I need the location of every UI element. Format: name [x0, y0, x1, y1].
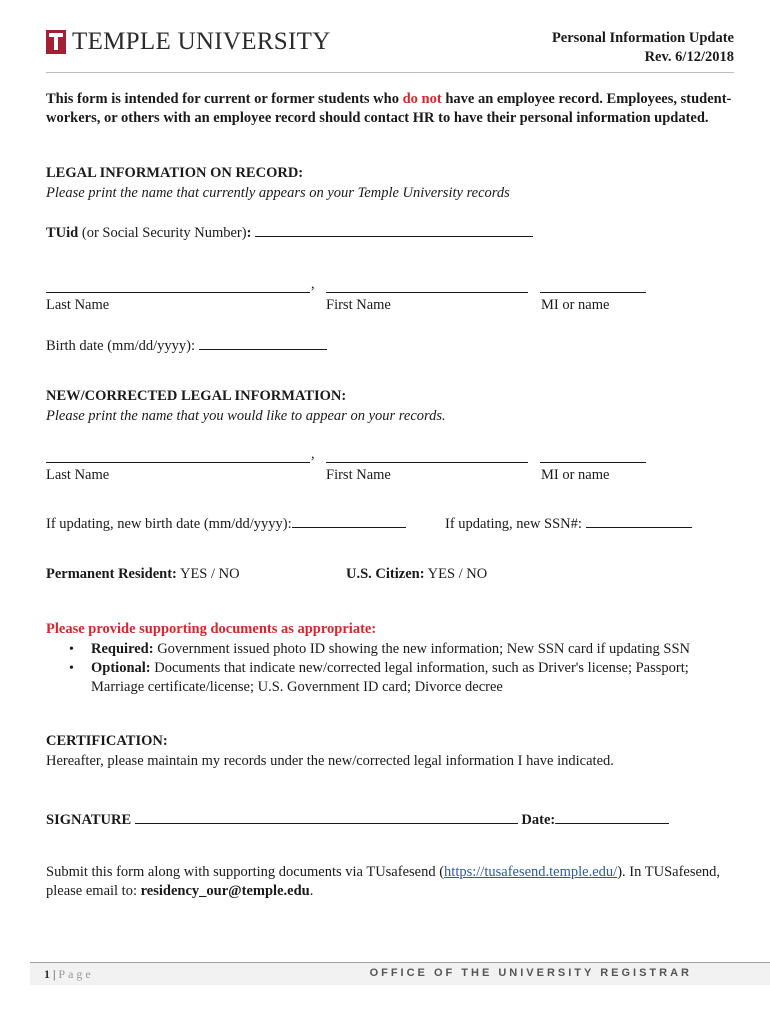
tuid-input-line[interactable] [255, 222, 533, 237]
tuid-label: TUid [46, 225, 79, 241]
birth-date-row [46, 335, 327, 355]
us-citizen-options[interactable]: YES / NO [424, 566, 488, 582]
list-item [69, 659, 729, 697]
new-birth-date-row [46, 513, 406, 533]
temple-logo [46, 28, 331, 56]
new-name-comma: , [311, 446, 315, 462]
first-name-label: First Name [326, 297, 391, 313]
mi-label: MI or name [541, 297, 610, 313]
mi-line[interactable] [540, 278, 646, 293]
intro-text-2: have an employee record. Employees, student-workers, or others with an employee record should contact HR to have their personal information updated. [46, 91, 732, 126]
permanent-resident-row [46, 566, 240, 583]
submit-email: residency_our@temple.edu [140, 883, 310, 899]
optional-text: Documents that indicate new/corrected legal information, such as Driver's license; Passport; Marriage certificate/license; U.S. Government ID card; Divorce decree [91, 660, 689, 695]
temple-t-icon [46, 30, 66, 54]
new-mi-label: MI or name [541, 467, 610, 483]
certification-text: Hereafter, please maintain my records under the new/corrected legal information I have indicated. [46, 753, 614, 769]
office-name: OFFICE OF THE UNIVERSITY REGISTRAR [369, 967, 692, 979]
signature-label: SIGNATURE [46, 812, 135, 828]
required-text: Government issued photo ID showing the new information; New SSN card if updating SSN [153, 641, 691, 657]
submit-text-1: Submit this form along with supporting documents via TUsafesend ( [46, 864, 445, 880]
new-first-name-line[interactable] [326, 448, 528, 463]
birth-date-label: Birth date (mm/dd/yyyy): [46, 338, 199, 354]
legal-on-record-instruction: Please print the name that currently appears on your Temple University records [46, 185, 510, 201]
logo-text: TEMPLE UNIVERSITY [72, 28, 331, 55]
tuid-row [46, 222, 533, 242]
page-number [44, 967, 94, 982]
form-header [552, 29, 734, 67]
tuid-paren: (or Social Security Number) [78, 225, 247, 241]
date-label: Date: [517, 812, 556, 828]
new-ssn-row [445, 513, 692, 533]
section-heading-new-legal: NEW/CORRECTED LEGAL INFORMATION: [46, 388, 347, 404]
birth-date-line[interactable] [199, 335, 327, 350]
new-ssn-line[interactable] [586, 513, 692, 528]
intro-text-1: This form is intended for current or former students who [46, 91, 403, 107]
new-first-name-label: First Name [326, 467, 391, 483]
new-mi-line[interactable] [540, 448, 646, 463]
supporting-docs-heading: Please provide supporting documents as appropriate: [46, 621, 377, 637]
date-line[interactable] [555, 809, 669, 824]
supporting-docs-list-wrap [69, 640, 729, 697]
intro-emphasis: do not [402, 91, 442, 107]
form-revision: Rev. 6/12/2018 [644, 49, 734, 65]
permanent-resident-options[interactable]: YES / NO [176, 566, 240, 582]
certification-heading: CERTIFICATION: [46, 733, 168, 749]
section-heading-legal-on-record: LEGAL INFORMATION ON RECORD: [46, 165, 304, 181]
footer-divider [30, 962, 770, 963]
signature-line[interactable] [135, 809, 518, 824]
supporting-docs-list [69, 640, 729, 697]
last-name-line[interactable] [46, 278, 310, 293]
tuid-colon: : [246, 225, 252, 241]
intro-paragraph [46, 90, 736, 127]
submit-text-2: ). In TUSafesend, please email to: [46, 864, 721, 899]
page-separator: | [50, 967, 59, 981]
new-legal-instruction: Please print the name that you would like to appear on your records. [46, 408, 446, 424]
new-birth-date-line[interactable] [292, 513, 406, 528]
required-label: Required: [91, 641, 154, 657]
form-title: Personal Information Update [551, 30, 734, 46]
submit-instructions [46, 863, 726, 901]
list-item [69, 640, 729, 659]
header-divider [46, 72, 734, 73]
name-comma: , [311, 276, 315, 292]
optional-label: Optional: [91, 660, 151, 676]
tusafesend-link[interactable]: https://tusafesend.temple.edu/ [444, 864, 618, 880]
us-citizen-row [346, 566, 487, 583]
page-number-value: 1 [44, 967, 50, 981]
new-birth-date-label: If updating, new birth date (mm/dd/yyyy): [46, 516, 292, 532]
new-last-name-label: Last Name [46, 467, 110, 483]
signature-row [46, 809, 669, 829]
last-name-label: Last Name [46, 297, 110, 313]
permanent-resident-label: Permanent Resident: [46, 566, 177, 582]
page-word: Page [58, 967, 94, 981]
submit-text-3: . [309, 883, 314, 899]
us-citizen-label: U.S. Citizen: [346, 566, 425, 582]
new-ssn-label: If updating, new SSN#: [445, 516, 586, 532]
new-last-name-line[interactable] [46, 448, 310, 463]
first-name-line[interactable] [326, 278, 528, 293]
